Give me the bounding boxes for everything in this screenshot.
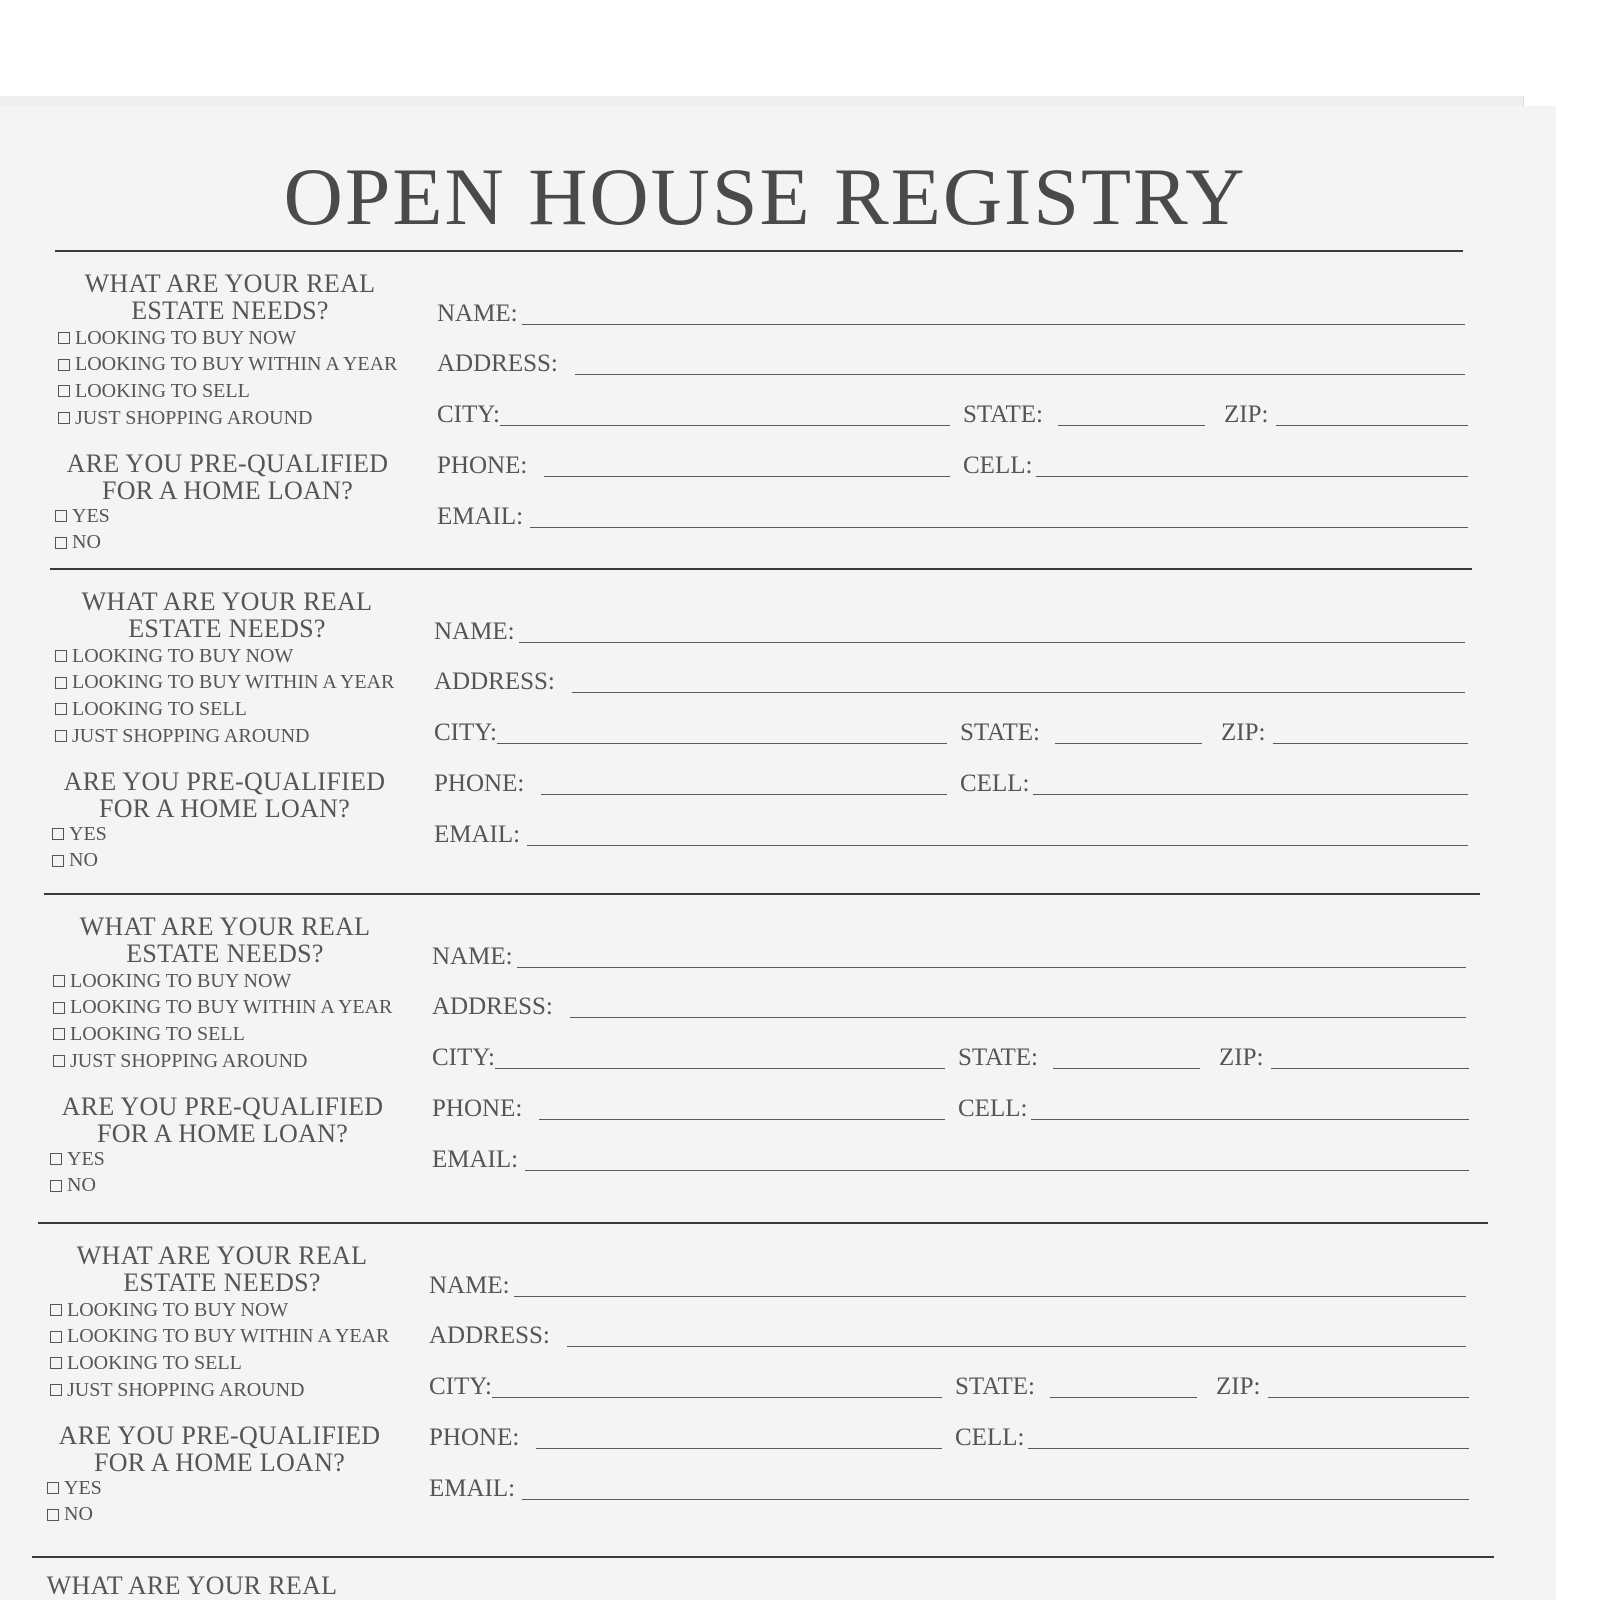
phone-label: PHONE: xyxy=(437,452,528,479)
needs-option-label: LOOKING TO BUY NOW xyxy=(72,644,294,667)
loan-question-line: FOR A HOME LOAN? xyxy=(93,1448,346,1477)
cell-label: CELL: xyxy=(958,1095,1028,1122)
needs-option-label: LOOKING TO SELL xyxy=(67,1351,242,1374)
registry-entry xyxy=(0,318,1597,871)
needs-option-label: LOOKING TO BUY NOW xyxy=(70,969,292,992)
email-field[interactable] xyxy=(522,1499,1469,1500)
email-label: EMAIL: xyxy=(434,821,521,848)
address-label: ADDRESS: xyxy=(429,1322,550,1349)
cell-label: CELL: xyxy=(963,452,1033,479)
name-label: NAME: xyxy=(432,943,513,970)
loan-option-label: NO xyxy=(69,849,98,871)
page-title: OPEN HOUSE REGISTRY xyxy=(283,151,1247,242)
checkbox-icon[interactable] xyxy=(47,1509,59,1521)
state-label: STATE: xyxy=(960,719,1040,746)
address-label: ADDRESS: xyxy=(437,350,558,377)
needs-option-label: LOOKING TO BUY WITHIN A YEAR xyxy=(72,671,395,694)
needs-option[interactable] xyxy=(50,1378,304,1402)
state-label: STATE: xyxy=(955,1373,1035,1400)
loan-option-label: YES xyxy=(72,504,110,527)
cell-label: CELL: xyxy=(955,1424,1025,1451)
loan-question-line: ARE YOU PRE-QUALIFIED xyxy=(61,1092,384,1121)
loan-option-label: YES xyxy=(64,1476,102,1499)
zip-field[interactable] xyxy=(1268,1397,1469,1398)
needs-option-label: LOOKING TO SELL xyxy=(75,379,250,402)
needs-question-line: ESTATE NEEDS? xyxy=(128,614,326,643)
needs-option-label: JUST SHOPPING AROUND xyxy=(67,1378,305,1401)
needs-question-line: ESTATE NEEDS? xyxy=(126,939,324,968)
checkbox-icon[interactable] xyxy=(50,1357,62,1369)
loan-question-line: FOR A HOME LOAN? xyxy=(101,476,354,505)
needs-question-line: WHAT ARE YOUR REAL xyxy=(76,1241,368,1270)
address-label: ADDRESS: xyxy=(432,993,553,1020)
phone-label: PHONE: xyxy=(434,770,525,797)
name-field[interactable] xyxy=(517,967,1466,968)
needs-option-label: LOOKING TO SELL xyxy=(72,697,247,720)
zip-label: ZIP: xyxy=(1224,401,1269,428)
phone-field[interactable] xyxy=(536,1448,942,1449)
needs-question-line: WHAT ARE YOUR REAL xyxy=(79,912,371,941)
name-field[interactable] xyxy=(514,1296,1466,1297)
zip-label: ZIP: xyxy=(1216,1373,1261,1400)
registry-entry xyxy=(0,969,1592,1525)
zip-label: ZIP: xyxy=(1219,1044,1264,1071)
needs-option-label: JUST SHOPPING AROUND xyxy=(70,1049,308,1072)
needs-option[interactable] xyxy=(50,1351,242,1375)
cell-field[interactable] xyxy=(1028,1448,1469,1449)
checkbox-icon[interactable] xyxy=(50,1331,62,1343)
needs-question-line: ESTATE NEEDS? xyxy=(131,296,329,325)
loan-question-line: FOR A HOME LOAN? xyxy=(96,1119,349,1148)
needs-question-line: WHAT ARE YOUR REAL xyxy=(46,1571,338,1600)
state-label: STATE: xyxy=(963,401,1043,428)
email-label: EMAIL: xyxy=(437,503,524,530)
checkbox-icon[interactable] xyxy=(50,1304,62,1316)
loan-question-line: FOR A HOME LOAN? xyxy=(98,794,351,823)
email-label: EMAIL: xyxy=(432,1146,519,1173)
needs-option-label: LOOKING TO BUY WITHIN A YEAR xyxy=(75,353,398,376)
loan-option-label: NO xyxy=(64,1503,93,1525)
needs-question-line: WHAT ARE YOUR REAL xyxy=(84,269,376,298)
name-label: NAME: xyxy=(434,618,515,645)
loan-option-label: YES xyxy=(67,1147,105,1170)
phone-label: PHONE: xyxy=(429,1424,520,1451)
registry-entry xyxy=(0,643,1595,1196)
loan-option[interactable] xyxy=(47,1503,93,1527)
city-label: CITY: xyxy=(434,719,497,746)
needs-option-label: LOOKING TO BUY NOW xyxy=(75,326,297,349)
state-field[interactable] xyxy=(1050,1397,1197,1398)
loan-question-line: ARE YOU PRE-QUALIFIED xyxy=(58,1421,381,1450)
needs-option-label: LOOKING TO BUY NOW xyxy=(67,1298,289,1321)
city-label: CITY: xyxy=(432,1044,495,1071)
address-label: ADDRESS: xyxy=(434,668,555,695)
city-field[interactable] xyxy=(492,1397,942,1398)
needs-option-label: LOOKING TO BUY WITHIN A YEAR xyxy=(67,1325,390,1348)
needs-question-line: ESTATE NEEDS? xyxy=(123,1268,321,1297)
checkbox-icon[interactable] xyxy=(50,1384,62,1396)
zip-label: ZIP: xyxy=(1221,719,1266,746)
needs-option[interactable] xyxy=(50,1298,288,1322)
phone-label: PHONE: xyxy=(432,1095,523,1122)
state-label: STATE: xyxy=(958,1044,1038,1071)
loan-option-label: NO xyxy=(67,1174,96,1196)
loan-option-label: YES xyxy=(69,822,107,845)
needs-question-line: WHAT ARE YOUR REAL xyxy=(81,587,373,616)
email-label: EMAIL: xyxy=(429,1475,516,1502)
city-label: CITY: xyxy=(429,1373,492,1400)
needs-option-label: LOOKING TO BUY WITHIN A YEAR xyxy=(70,996,393,1019)
needs-option-label: JUST SHOPPING AROUND xyxy=(75,406,313,429)
city-label: CITY: xyxy=(437,401,500,428)
loan-option-label: NO xyxy=(72,531,101,553)
address-field[interactable] xyxy=(567,1346,1466,1347)
checkbox-icon[interactable] xyxy=(47,1482,59,1494)
needs-option-label: JUST SHOPPING AROUND xyxy=(72,724,310,747)
name-label: NAME: xyxy=(437,300,518,327)
entry-divider xyxy=(32,1556,1494,1558)
loan-question-line: ARE YOU PRE-QUALIFIED xyxy=(66,449,389,478)
needs-option[interactable] xyxy=(50,1325,389,1349)
cell-label: CELL: xyxy=(960,770,1030,797)
registry-entry xyxy=(0,0,1600,553)
name-label: NAME: xyxy=(429,1272,510,1299)
loan-option[interactable] xyxy=(47,1476,102,1500)
loan-question-line: ARE YOU PRE-QUALIFIED xyxy=(63,767,386,796)
needs-option-label: LOOKING TO SELL xyxy=(70,1022,245,1045)
